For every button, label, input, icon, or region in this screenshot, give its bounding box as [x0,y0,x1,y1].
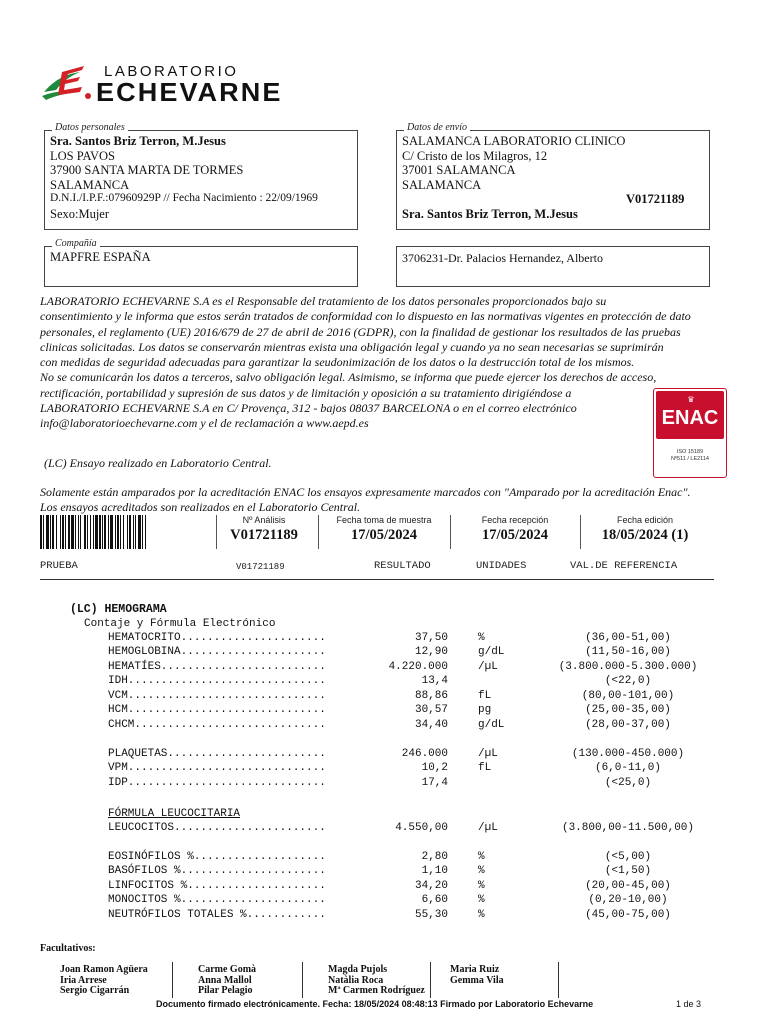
doctor-name: Anna Mallol [198,974,252,986]
barcode-bar [43,515,44,549]
accreditation-line: Solamente están amparados por la acreditación ENAC los ensayos expresamente marcados con "Amparado por la acreditación Enac". [40,485,691,499]
result-value: 34,40 [414,719,448,731]
result-label: HEMATOCRITO...................... [108,632,326,644]
patient-address-2: 37900 SANTA MARTA DE TORMES [50,163,244,177]
analysis-number-value: V01721189 [230,527,298,543]
result-reference: (36,00-51,00) [585,632,671,644]
barcode-bar [80,515,81,549]
result-label: IDP.............................. [108,777,326,789]
result-unit: % [478,909,485,921]
barcode-bar [115,515,116,549]
barcode-bar [120,515,121,549]
result-reference: (3.800,00-11.500,00) [561,822,695,834]
column-reference: VAL.DE REFERENCIA [570,560,678,572]
privacy-line: con medidas de seguridad adecuadas para garantizar la seudonimización de los datos o la destrucción total de los mismos. [40,355,635,370]
result-reference: (<5,00) [604,851,652,863]
shipping-patient: Sra. Santos Briz Terron, M.Jesus [402,207,578,221]
privacy-line: LABORATORIO ECHEVARNE S.A en C/ Provença, 312 - bajos 08037 BARCELONA o en el correo electrónico [40,401,577,416]
barcode-bar [68,515,70,549]
result-label: LINFOCITOS %..................... [108,880,326,892]
result-label: NEUTRÓFILOS TOTALES %............ [108,909,326,921]
barcode-bar [71,515,74,549]
lc-note: (LC) Ensayo realizado en Laboratorio Central. [44,456,272,470]
signed-notice: Documento firmado electrónicamente. Fecha: 18/05/2024 08:48:13 Firmado por Laboratorio Echevarne [156,999,594,1009]
result-value: 2,80 [421,851,448,863]
result-reference: (3.800.000-5.300.000) [558,661,698,673]
doctor-name: Gemma Vila [450,974,504,986]
reception-date-label: Fecha recepción [481,515,549,525]
logo-line2: ECHEVARNE [96,77,283,107]
column-code: V01721189 [236,562,285,572]
patient-sex: Sexo:Mujer [50,207,110,221]
result-reference: (28,00-37,00) [585,719,671,731]
reception-date-value: 17/05/2024 [481,527,549,543]
result-unit: fL [478,690,492,702]
sample-date-value: 17/05/2024 [350,527,418,543]
doctor-name: Joan Ramon Agüera [60,964,148,975]
patient-name: Sra. Santos Briz Terron, M.Jesus [50,134,226,148]
privacy-line: clinicas solicitadas. Los datos se conservarán mientras exista una obligación legal y cuando ya no sean necesarias se suprimirán [40,339,664,354]
result-label: CHCM............................. [108,719,326,731]
company-value: MAPFRE ESPAÑA [50,250,151,264]
doctor-name: Sergio Cigarrán [60,985,130,996]
barcode-bar [117,515,119,549]
barcode-bar [62,515,64,549]
barcode-bar [84,515,86,549]
result-unit: fL [478,762,492,774]
doctor-name: Iria Arrese [60,974,107,986]
barcode-bar [93,515,94,549]
result-label: HEMOGLOBINA...................... [108,646,326,658]
privacy-line: info@laboratorioechevarne.com y el de reclamación a www.aepd.es [40,416,369,431]
accreditation-line: Los ensayos acreditados son realizados en el Laboratorio Central. [40,500,361,515]
result-label: LEUCOCITOS....................... [108,822,326,834]
result-label: PLAQUETAS........................ [108,748,326,760]
enac-iso-number: Nº511 / LE2114 [671,456,709,462]
enac-red-block [656,391,724,439]
result-unit: % [478,851,485,863]
leaf-e-logo-icon [40,62,98,102]
result-value: 1,10 [421,865,448,877]
result-label: IDH.............................. [108,675,326,687]
barcode-icon [40,515,212,549]
result-unit: /µL [478,661,498,673]
patient-id: D.N.I./I.P.F.:07960929P // Fecha Nacimiento : 22/09/1969 [50,192,318,204]
logo-line1: LABORATORIO [104,63,239,80]
barcode-bar [60,515,61,549]
doctor-name: Carme Gomà [198,964,257,975]
barcode-bar [95,515,98,549]
result-reference: (<25,0) [604,777,652,789]
personal-data-caption: Datos personales [52,122,128,133]
result-value: 37,50 [414,632,448,644]
privacy-notice [40,294,700,432]
barcode-bar [133,515,134,549]
result-label: MONOCITOS %...................... [108,894,326,906]
result-unit: /µL [478,748,498,760]
barcode-bar [110,515,113,549]
result-reference: (<1,50) [604,865,652,877]
result-value: 4.550,00 [395,822,448,834]
barcode-bar [123,515,124,549]
result-reference: (130.000-450.000) [571,748,685,760]
barcode-bar [127,515,128,549]
footer-separator [302,962,303,998]
barcode-bar [56,515,57,549]
section-title: (LC) HEMOGRAMA [70,603,167,616]
sample-date-label: Fecha toma de muestra [336,515,432,525]
privacy-line: No se comunicarán los datos a terceros, salvo obligación legal. Asimismo, se informa que puede ejercer los derechos de acceso, [40,370,657,385]
column-units: UNIDADES [476,560,527,572]
barcode-bar [87,515,88,549]
doctor-value: 3706231-Dr. Palacios Hernandez, Alberto [402,251,603,265]
result-value: 6,60 [421,894,448,906]
result-reference: (25,00-35,00) [585,704,671,716]
shipping-code: V01721189 [626,192,685,206]
edition-date-label: Fecha edición [616,515,674,525]
result-value: 13,4 [421,675,448,687]
result-reference: (<22,0) [604,675,652,687]
facultativos-col1 [60,965,148,997]
edition-date-value: 18/05/2024 (1) [601,527,689,543]
analysis-number-cell [216,515,312,544]
privacy-line: rectificación, portabilidad y supresión de sus datos y de limitación y oposición a su tratamiento dirigiéndose a [40,385,572,400]
result-unit: % [478,632,485,644]
barcode-bar [90,515,91,549]
barcode-bar [138,515,141,549]
shipping-data-caption: Datos de envío [404,122,470,133]
shipping-name: SALAMANCA LABORATORIO CLINICO [402,134,626,148]
result-value: 246.000 [401,748,448,760]
result-value: 10,2 [421,762,448,774]
result-label: HEMATÍES......................... [108,661,326,673]
facultativos-col4 [450,965,504,986]
barcode-bar [145,515,146,549]
barcode-bar [40,515,42,549]
sample-date-cell [318,515,450,544]
header-rule [40,579,714,580]
result-reference: (6,0-11,0) [594,762,661,774]
result-value: 12,90 [414,646,448,658]
section-subtitle: Contaje y Fórmula Electrónico [84,618,276,630]
result-reference: (80,00-101,00) [581,690,675,702]
laboratory-logo [40,60,370,110]
edition-date-cell [580,515,710,544]
patient-city: SALAMANCA [50,178,130,192]
result-label: VCM.............................. [108,690,326,702]
privacy-line: consentimiento y le informa que estos serán tratados de conformidad con lo dispuesto en las normativas vigentes en protección de dato [40,309,691,324]
accreditation-note [40,485,691,516]
facultativos-col3 [328,965,425,997]
doctor-name: Magda Pujols [328,964,388,975]
enac-iso [654,449,726,463]
enac-text: ENAC [661,407,719,429]
result-unit: /µL [478,822,498,834]
result-unit: g/dL [478,719,505,731]
result-unit: pg [478,704,492,716]
result-value: 88,86 [414,690,448,702]
doctor-name: Pilar Pelagio [198,985,253,996]
result-value: 55,30 [414,909,448,921]
company-caption: Compañía [52,238,100,249]
facultativos-col2 [198,965,256,997]
barcode-bar [108,515,109,549]
result-unit: g/dL [478,646,505,658]
result-reference: (45,00-75,00) [585,909,671,921]
enac-iso-standard: ISO 15189 [676,449,704,455]
result-unit: % [478,880,485,892]
doctor-name: Natàlia Roca [328,974,384,986]
result-label: HCM.............................. [108,704,326,716]
analysis-number-label: Nº Análisis [242,515,286,525]
barcode-bar [52,515,54,549]
barcode-bar [65,515,66,549]
result-unit: % [478,894,485,906]
shipping-street: C/ Cristo de los Milagros, 12 [402,149,548,163]
enac-accreditation-badge [653,388,727,478]
result-reference: (0,20-10,00) [588,894,668,906]
result-value: 30,57 [414,704,448,716]
barcode-bar [46,515,49,549]
barcode-bar [102,515,103,549]
column-result: RESULTADO [374,560,431,572]
footer-separator [172,962,173,998]
result-label: BASÓFILOS %...................... [108,865,326,877]
footer-separator [430,962,431,998]
barcode-bar [78,515,79,549]
barcode-bar [142,515,143,549]
patient-address-1: LOS PAVOS [50,149,115,163]
barcode-bar [104,515,106,549]
result-label: EOSINÓFILOS %.................... [108,851,326,863]
privacy-line: LABORATORIO ECHEVARNE S.A es el Responsable del tratamiento de los datos personales proporcionados bajo su [40,294,607,308]
result-value: 34,20 [414,880,448,892]
doctor-name: Mª Carmen Rodríguez [328,985,425,996]
crown-icon: ♛ [687,395,695,404]
result-value: 17,4 [421,777,448,789]
page-number: 1 de 3 [676,999,702,1009]
result-label: VPM.............................. [108,762,326,774]
barcode-bar [50,515,51,549]
result-unit: % [478,865,485,877]
doctor-name: Maria Ruiz [450,964,500,975]
barcode-bar [99,515,101,549]
formula-title: FÓRMULA LEUCOCITARIA [108,808,241,820]
facultativos-label: Facultativos: [40,943,96,954]
privacy-line: personales, el reglamento (UE) 2016/679 de 27 de abril de 2016 (GDPR), con la finalidad de gestionar los resultados de las pruebas [40,324,681,339]
barcode-bar [129,515,131,549]
result-value: 4.220.000 [388,661,448,673]
result-reference: (11,50-16,00) [585,646,671,658]
reception-date-cell [450,515,580,544]
shipping-city: SALAMANCA [402,178,482,192]
footer-separator [558,962,559,998]
shipping-zip: 37001 SALAMANCA [402,163,516,177]
barcode-bar [135,515,136,549]
result-reference: (20,00-45,00) [585,880,671,892]
barcode-bar [75,515,76,549]
column-test: PRUEBA [40,560,78,572]
